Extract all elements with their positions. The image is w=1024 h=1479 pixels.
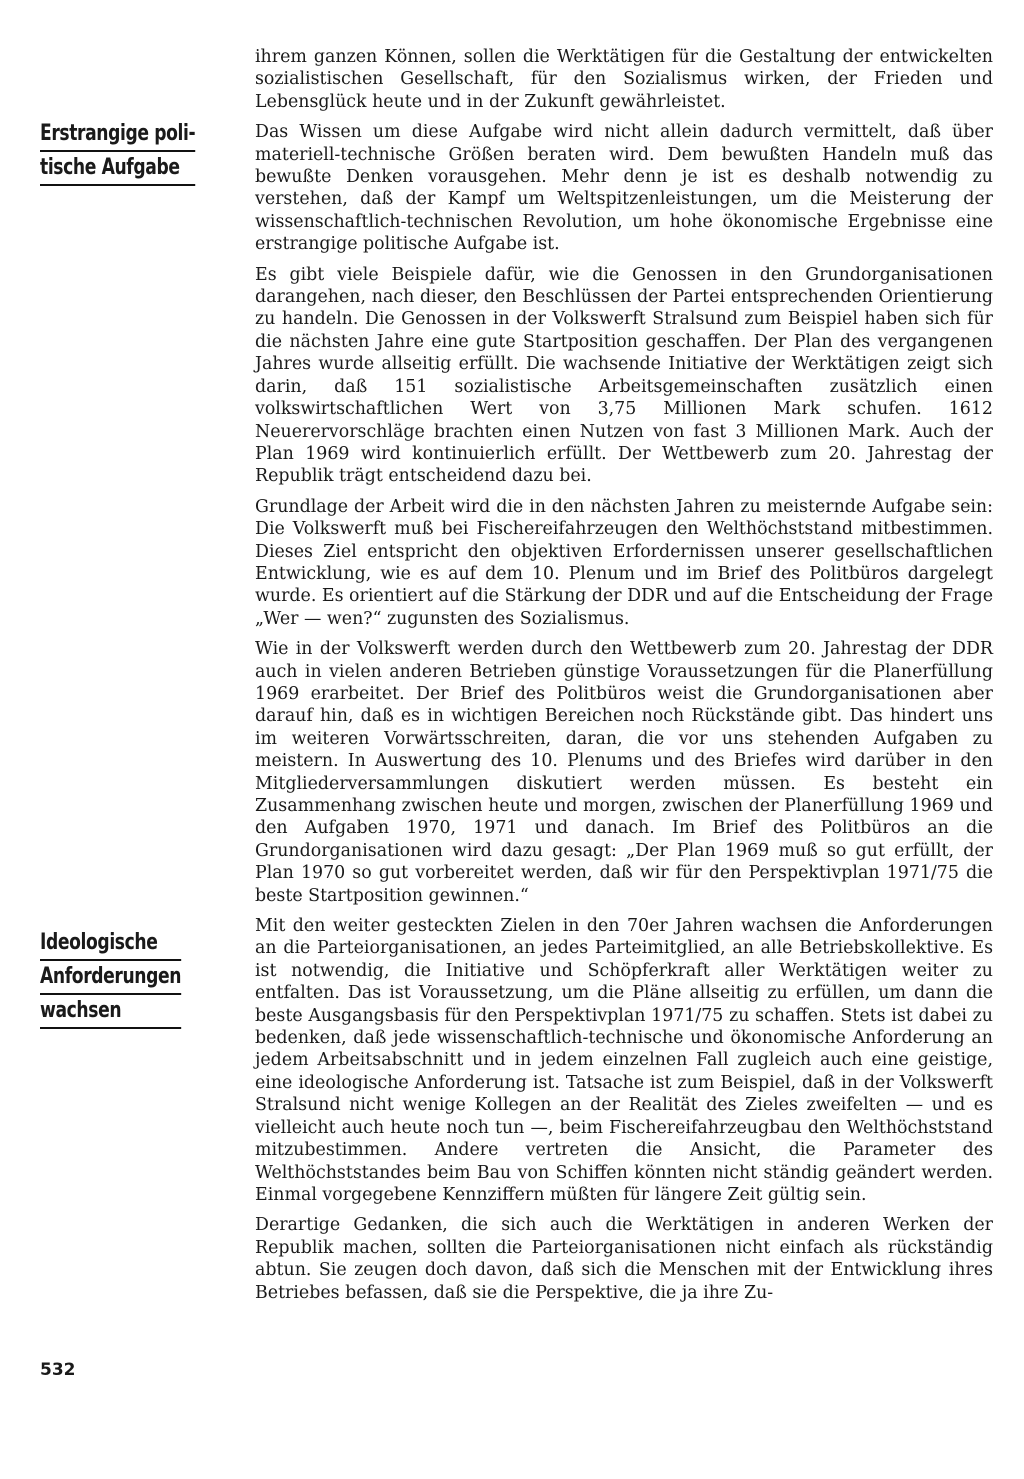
paragraph: ihrem ganzen Können, sollen die Werktätigen für die Gestaltung der entwickelten sozialistischen Gesellschaft, für den Sozialismus wirken, der Frieden und Lebensglück heute und in der Zukunft gewährleistet. bbox=[255, 47, 993, 112]
margin-heading-ideological-demands bbox=[40, 927, 181, 1029]
margin-heading-line: tische Aufgabe bbox=[40, 152, 195, 186]
page-number: 532 bbox=[40, 1360, 76, 1380]
paragraph: Derartige Gedanken, die sich auch die Werktätigen in anderen Werken der Republik machen, sollten die Parteiorganisationen nicht einfach als rückständig abtun. Sie zeugen doch davon, daß sich die Menschen mit der Entwicklung ihres Betriebes befassen, daß sie die Perspektive, die ja ihre Zu- bbox=[255, 1215, 993, 1303]
margin-heading-line: Erstrangige poli- bbox=[40, 118, 195, 152]
paragraph: Grundlage der Arbeit wird die in den nächsten Jahren zu meisternde Aufgabe sein: Die Volkswerft muß bei Fischereifahrzeugen den Welthöchststand mitbestimmen. Dieses Ziel entspricht den objektiven Erfordernissen unserer gesellschaftlichen Entwicklung, wie es auf dem 10. Plenum und im Brief des Politbüros dargelegt wurde. Es orientiert auf die Stärkung der DDR und auf die Entscheidung der Frage „Wer — wen?“ zugunsten des Sozialismus. bbox=[255, 496, 993, 629]
margin-heading-political-task bbox=[40, 118, 195, 186]
margin-heading-line: wachsen bbox=[40, 995, 181, 1029]
paragraph: Das Wissen um diese Aufgabe wird nicht allein dadurch vermittelt, daß über materiell-technische Größen beraten wird. Dem bewußten Handeln muß das bewußte Denken vorausgehen. Mehr denn je ist es deshalb notwendig zu verstehen, daß der Kampf um Weltspitzenleistungen, um die Meisterung der wissenschaftlich-technischen Revolution, um hohe ökonomische Ergebnisse eine erstrangige politische Aufgabe ist. bbox=[255, 122, 993, 255]
margin-heading-line: Anforderungen bbox=[40, 961, 181, 995]
paragraph: Mit den weiter gesteckten Zielen in den 70er Jahren wachsen die Anforderungen an die Parteiorganisationen, an jedes Parteimitglied, an alle Betriebskollektive. Es ist notwendig, die Initiative und Schöpferkraft aller Werktätigen weiter zu entfalten. Das ist Voraussetzung, um die Pläne allseitig zu erfüllen, um dann die beste Ausgangsbasis für den Perspektivplan 1971/75 zu schaffen. Stets ist dabei zu bedenken, daß jede wissenschaftlich-technische und ökonomische Anforderung an jedem Arbeitsabschnitt und in jedem einzelnen Fall zugleich auch eine geistige, eine ideologische Anforderung ist. Tatsache ist zum Beispiel, daß in der Volkswerft Stralsund nicht wenige Kollegen an der Realität des Zieles zweifelten — und es vielleicht auch heute noch tun —, beim Fischereifahrzeugbau den Welthöchststand mitzubestimmen. Andere vertreten die Ansicht, die Parameter des Welthöchststandes beim Bau von Schiffen könnten nicht ständig geändert werden. Einmal vorgegebene Kennziffern müßten für längere Zeit gültig sein. bbox=[255, 916, 993, 1205]
margin-heading-line: Ideologische bbox=[40, 927, 181, 961]
body-text bbox=[255, 46, 993, 1312]
paragraph: Wie in der Volkswerft werden durch den Wettbewerb zum 20. Jahrestag der DDR auch in vielen anderen Betrieben günstige Voraussetzungen für die Planerfüllung 1969 erarbeitet. Der Brief des Politbüros weist die Grundorganisationen aber darauf hin, daß es in wichtigen Bereichen noch Rückstände gibt. Das hindert uns im weiteren Vorwärtsschreiten, daran, die vor uns stehenden Aufgaben zu meistern. In Auswertung des 10. Plenums und des Briefes wird darüber in den Mitgliederversammlungen diskutiert werden müssen. Es besteht ein Zusammenhang zwischen heute und morgen, zwischen der Planerfüllung 1969 und den Aufgaben 1970, 1971 und danach. Im Brief des Politbüros an die Grundorganisationen wird dazu gesagt: „Der Plan 1969 muß so gut erfüllt, der Plan 1970 so gut vorbereitet werden, daß wir für den Perspektivplan 1971/75 die beste Startposition gewinnen.“ bbox=[255, 639, 993, 906]
paragraph: Es gibt viele Beispiele dafür, wie die Genossen in den Grundorganisationen darangehen, nach dieser, den Beschlüssen der Partei entsprechenden Orientierung zu handeln. Die Genossen in der Volkswerft Stralsund zum Beispiel haben sich für die nächsten Jahre eine gute Startposition geschaffen. Der Plan des vergangenen Jahres wurde allseitig erfüllt. Die wachsende Initiative der Werktätigen zeigt sich darin, daß 151 sozialistische Arbeitsgemeinschaften zusätzlich einen volkswirtschaftlichen Wert von 3,75 Millionen Mark schufen. 1612 Neuerervorschläge brachten einen Nutzen von fast 3 Millionen Mark. Auch der Plan 1969 wird kontinuierlich erfüllt. Der Wettbewerb zum 20. Jahrestag der Republik trägt entscheidend dazu bei. bbox=[255, 264, 993, 487]
